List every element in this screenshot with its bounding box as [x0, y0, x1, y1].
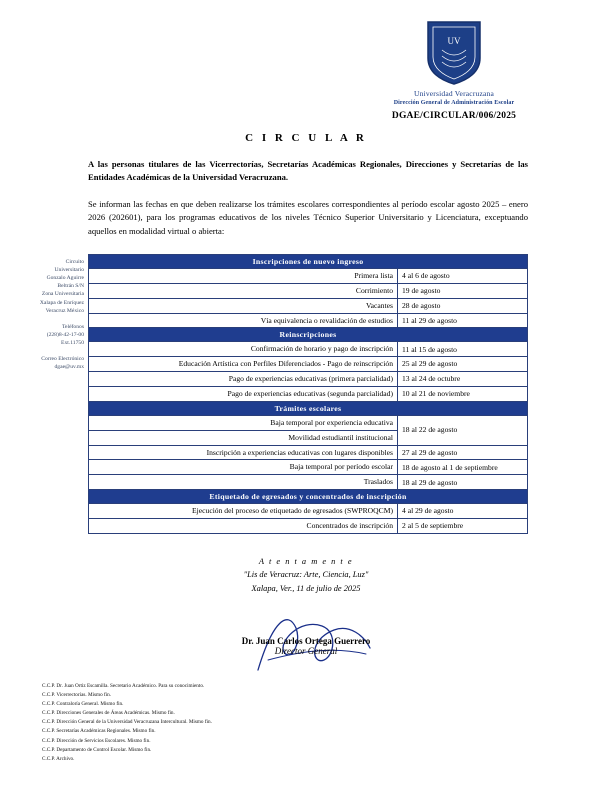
row-value: 27 al 29 de agosto — [398, 445, 528, 460]
section-title: Inscripciones de nuevo ingreso — [89, 255, 528, 269]
row-value: 18 al 22 de agosto — [398, 415, 528, 445]
row-label: Inscripción a experiencias educativas con lugares disponibles — [89, 445, 398, 460]
address-line: Circuito — [65, 259, 84, 265]
table-row — [89, 313, 528, 328]
row-value: 13 al 24 de octubre — [398, 372, 528, 387]
email-block — [22, 355, 84, 371]
body-paragraph: Se informan las fechas en que deben realizarse los trámites escolares correspondientes al período escolar agosto 2025 – enero 2026 (202601), para los programas educativos de los niveles Técnico Superior Universitario y Licenciatura, exceptuando aquellos en modalidad virtual o abierta: — [88, 199, 528, 236]
page-title: C I R C U L A R — [245, 132, 367, 144]
table-row — [89, 342, 528, 357]
row-label: Concentrados de inscripción — [89, 519, 398, 534]
row-value: 19 de agosto — [398, 283, 528, 298]
closing-motto: "Lis de Veracruz: Arte, Ciencia, Luz" — [243, 570, 369, 580]
table-row — [89, 504, 528, 519]
schedule-table — [88, 254, 528, 534]
row-label: Vacantes — [89, 298, 398, 313]
row-label: Pago de experiencias educativas (segunda parcialidad) — [89, 387, 398, 402]
table-row — [89, 387, 528, 402]
table-row — [89, 475, 528, 490]
table-row — [89, 357, 528, 372]
row-label: Ejecución del proceso de etiquetado de egresados (SWPROQCM) — [89, 504, 398, 519]
ccp-item: C.C.P. Contraloría General. Mismo fin. — [42, 701, 124, 708]
ccp-item: C.C.P. Dirección General de la Universidad Veracruzana Intercultural. Mismo fin. — [42, 719, 212, 726]
address-line: Xalapa de Enríquez — [39, 299, 84, 306]
email-label: Correo Electrónico — [41, 356, 84, 363]
svg-text:UV: UV — [447, 36, 461, 46]
university-name: Universidad Veracruzana — [413, 89, 495, 98]
ccp-item: C.C.P. Archivo. — [42, 755, 75, 762]
address-line: Veracruz México — [45, 307, 84, 314]
row-label: Baja temporal por experiencia educativa — [89, 415, 398, 430]
phone-line: Ext.11750 — [61, 339, 84, 346]
phone-label: Teléfonos — [62, 323, 84, 330]
address-line: Zona Universitaria — [41, 291, 84, 298]
signature-block — [0, 636, 612, 656]
address-line: Gonzalo Aguirre — [46, 275, 84, 282]
signer-role: Director General — [274, 646, 338, 656]
row-label: Educación Artística con Perfiles Diferenciados - Pago de reinscripción — [89, 357, 398, 372]
address-line: Universitario — [54, 267, 84, 274]
row-value: 10 al 21 de noviembre — [398, 387, 528, 402]
table-row — [89, 460, 528, 475]
closing-salutation: A t e n t a m e n t e — [258, 557, 354, 566]
row-label: Pago de experiencias educativas (primera parcialidad) — [89, 372, 398, 387]
table-section-header — [89, 401, 528, 415]
table-row — [89, 445, 528, 460]
row-value: 18 al 29 de agosto — [398, 475, 528, 490]
row-label: Baja temporal por período escolar — [89, 460, 398, 475]
ccp-item: C.C.P. Vicerrectorías. Mismo fin. — [42, 692, 112, 699]
ccp-item: C.C.P. Secretarías Académicas Regionales. Mismo fin. — [42, 728, 156, 735]
row-value: 11 al 29 de agosto — [398, 313, 528, 328]
table-row — [89, 519, 528, 534]
circular-number: DGAE/CIRCULAR/006/2025 — [391, 111, 517, 121]
table-row — [89, 283, 528, 298]
contact-sidebar — [22, 258, 84, 379]
uv-shield-icon — [424, 18, 484, 86]
table-row — [89, 269, 528, 284]
table-row — [89, 298, 528, 313]
row-value: 2 al 5 de septiembre — [398, 519, 528, 534]
row-value: 4 al 29 de agosto — [398, 504, 528, 519]
ccp-item: C.C.P. Direcciones Generales de Áreas Académicas. Mismo fin. — [42, 710, 175, 717]
phone-line: (228)8-42-17-00 — [46, 331, 84, 338]
row-value: 11 al 15 de agosto — [398, 342, 528, 357]
row-value: 28 de agosto — [398, 298, 528, 313]
section-title: Trámites escolares — [89, 401, 528, 415]
ccp-item: C.C.P. Dirección de Servicios Escolares. Mismo fin. — [42, 737, 151, 744]
ccp-item: C.C.P. Dr. Juan Ortiz Escamilla. Secretario Académico. Para su conocimiento. — [42, 683, 205, 689]
row-value: 18 de agosto al 1 de septiembre — [398, 460, 528, 475]
closing-place-date: Xalapa, Ver., 11 de julio de 2025 — [251, 583, 361, 593]
row-label: Vía equivalencia o revalidación de estudios — [89, 313, 398, 328]
email-value[interactable]: dgae@uv.mx — [54, 364, 84, 371]
table-section-header — [89, 328, 528, 342]
ccp-list — [42, 682, 212, 764]
row-label: Movilidad estudiantil institucional — [89, 430, 398, 445]
section-title: Etiquetado de egresados y concentrados de inscripción — [89, 490, 528, 504]
office-name: Dirección General de Administración Escolar — [393, 100, 515, 106]
row-value: 25 al 29 de agosto — [398, 357, 528, 372]
row-value: 4 al 6 de agosto — [398, 269, 528, 284]
table-section-header — [89, 255, 528, 269]
ccp-item: C.C.P. Departamento de Control Escolar. Mismo fin. — [42, 746, 152, 753]
row-label: Primera lista — [89, 269, 398, 284]
phone-block — [22, 323, 84, 347]
row-label: Traslados — [89, 475, 398, 490]
address-block — [22, 258, 84, 315]
closing-block — [0, 555, 612, 595]
address-line: Beltrán S/N — [57, 283, 84, 290]
addressee-paragraph: A las personas titulares de las Vicerrectorías, Secretarías Académicas Regionales, Direcciones y Secretarías de las Entidades Académicas de la Universidad Veracruzana. — [88, 159, 528, 183]
table-section-header — [89, 490, 528, 504]
row-label: Corrimiento — [89, 283, 398, 298]
section-title: Reinscripciones — [89, 328, 528, 342]
document-header — [324, 18, 584, 121]
table-row — [89, 372, 528, 387]
row-label: Confirmación de horario y pago de inscripción — [89, 342, 398, 357]
signer-name: Dr. Juan Carlos Ortega Guerrero — [241, 636, 371, 646]
table-row — [89, 415, 528, 430]
